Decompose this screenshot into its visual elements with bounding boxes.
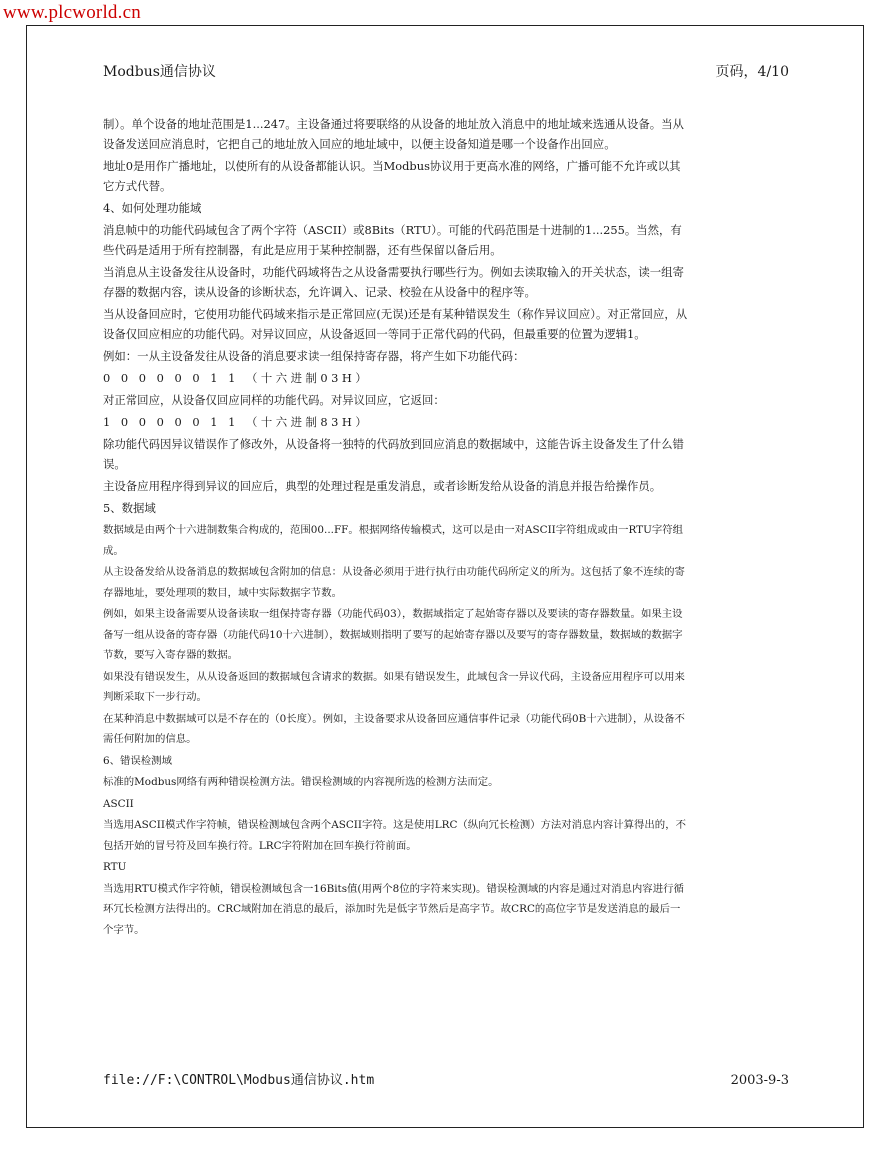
paragraph-function-response: 当从设备回应时，它使用功能代码域来指示是正常回应(无误)还是有某种错误发生（称作异议回应）。对正常回应，从设备仅回应相应的功能代码。对异议回应，从设备返回一等同于正常代码的代码，但最重要的位置为逻辑1。: [103, 307, 688, 341]
code-line-03h: 0 0 0 0 0 0 1 1 （十六进制03H）: [103, 371, 371, 385]
paragraph-function-master-to-slave: 当消息从主设备发往从设备时，功能代码域将告之从设备需要执行哪些行为。例如去读取输入的开关状态，读一组寄存器的数据内容，读从设备的诊断状态，允许调入、记录、校验在从设备中的程序等。: [103, 265, 684, 299]
paragraph-address-range: 制）。单个设备的地址范围是1...247。主设备通过将要联络的从设备的地址放入消息中的地址域来选通从设备。当从设备发送回应消息时，它把自己的地址放入回应的地址域中，以便主设备知道是哪一个设备作出回应。: [103, 117, 684, 151]
document-title: Modbus通信协议: [103, 64, 216, 80]
paragraph-data-field-example: 例如，如果主设备需要从设备读取一组保持寄存器（功能代码03），数据域指定了起始寄存器以及要读的寄存器数量。如果主设备写一组从设备的寄存器（功能代码10十六进制），数据域则指明了要写的起始寄存器以及要写的寄存器数量，数据域的数据字节数，要写入寄存器的数据。: [103, 608, 683, 661]
paragraph-example: 例如：一从主设备发往从设备的消息要求读一组保持寄存器，将产生如下功能代码：: [103, 349, 525, 363]
subheading-rtu: RTU: [103, 861, 127, 873]
heading-data-field: 5、数据域: [103, 501, 156, 515]
subheading-ascii: ASCII: [103, 797, 134, 810]
paragraph-rtu-crc: 当选用RTU模式作字符帧，错误检测域包含一16Bits值(用两个8位的字符来实现)。错误检测域的内容是通过对消息内容进行循环冗长检测方法得出的。CRC域附加在消息的最后，添加时先是低字节然后是高字节。故CRC的高位字节是发送消息的最后一个字节。: [103, 882, 684, 936]
page-number: 页码，4/10: [715, 64, 789, 80]
file-path: file://F:\CONTROL\Modbus通信协议.htm: [103, 1073, 375, 1088]
heading-error-check-field: 6、错误检测域: [103, 754, 172, 767]
paragraph-exception-code: 除功能代码因异议错误作了修改外，从设备将一独特的代码放到回应消息的数据域中，这能告诉主设备发生了什么错误。: [103, 437, 684, 471]
paragraph-data-field-info: 从主设备发给从设备消息的数据域包含附加的信息：从设备必须用于进行执行由功能代码所定义的所为。这包括了象不连续的寄存器地址，要处理项的数目，域中实际数据字节数。: [103, 566, 685, 599]
code-line-83h: 1 0 0 0 0 0 1 1 （十六进制83H）: [103, 415, 371, 429]
print-date: 2003-9-3: [730, 1073, 789, 1088]
heading-function-field: 4、如何处理功能域: [103, 201, 202, 215]
site-watermark: www.plcworld.cn: [3, 2, 141, 23]
paragraph-data-field-errors: 如果没有错误发生，从从设备返回的数据域包含请求的数据。如果有错误发生，此域包含一异议代码，主设备应用程序可以用来判断采取下一步行动。: [103, 670, 685, 703]
paragraph-error-check-methods: 标准的Modbus网络有两种错误检测方法。错误检测域的内容视所选的检测方法而定。: [103, 776, 499, 788]
paragraph-function-code-range: 消息帧中的功能代码域包含了两个字符（ASCII）或8Bits（RTU）。可能的代码范围是十进制的1...255。当然，有些代码是适用于所有控制器，有此是应用于某种控制器，还有些保留以备后用。: [103, 223, 682, 257]
paragraph-normal-response: 对正常回应，从设备仅回应同样的功能代码。对异议回应，它返回：: [103, 393, 445, 407]
document-body: [103, 114, 689, 941]
paragraph-broadcast-address: 地址0是用作广播地址，以使所有的从设备都能认识。当Modbus协议用于更高水准的网络，广播可能不允许或以其它方式代替。: [103, 159, 681, 193]
paragraph-data-field-composition: 数据域是由两个十六进制数集合构成的，范围00...FF。根据网络传输模式，这可以是由一对ASCII字符组成或由一RTU字符组成。: [103, 524, 684, 557]
paragraph-data-field-zero-length: 在某种消息中数据域可以是不存在的（0长度）。例如，主设备要求从设备回应通信事件记录（功能代码0B十六进制），从设备不需任何附加的信息。: [103, 712, 685, 745]
paragraph-exception-handling: 主设备应用程序得到异议的回应后，典型的处理过程是重发消息，或者诊断发给从设备的消息并报告给操作员。: [103, 479, 662, 493]
paragraph-ascii-lrc: 当选用ASCII模式作字符帧，错误检测域包含两个ASCII字符。这是使用LRC（纵向冗长检测）方法对消息内容计算得出的，不包括开始的冒号符及回车换行符。LRC字符附加在回车换行符前面。: [103, 819, 686, 852]
